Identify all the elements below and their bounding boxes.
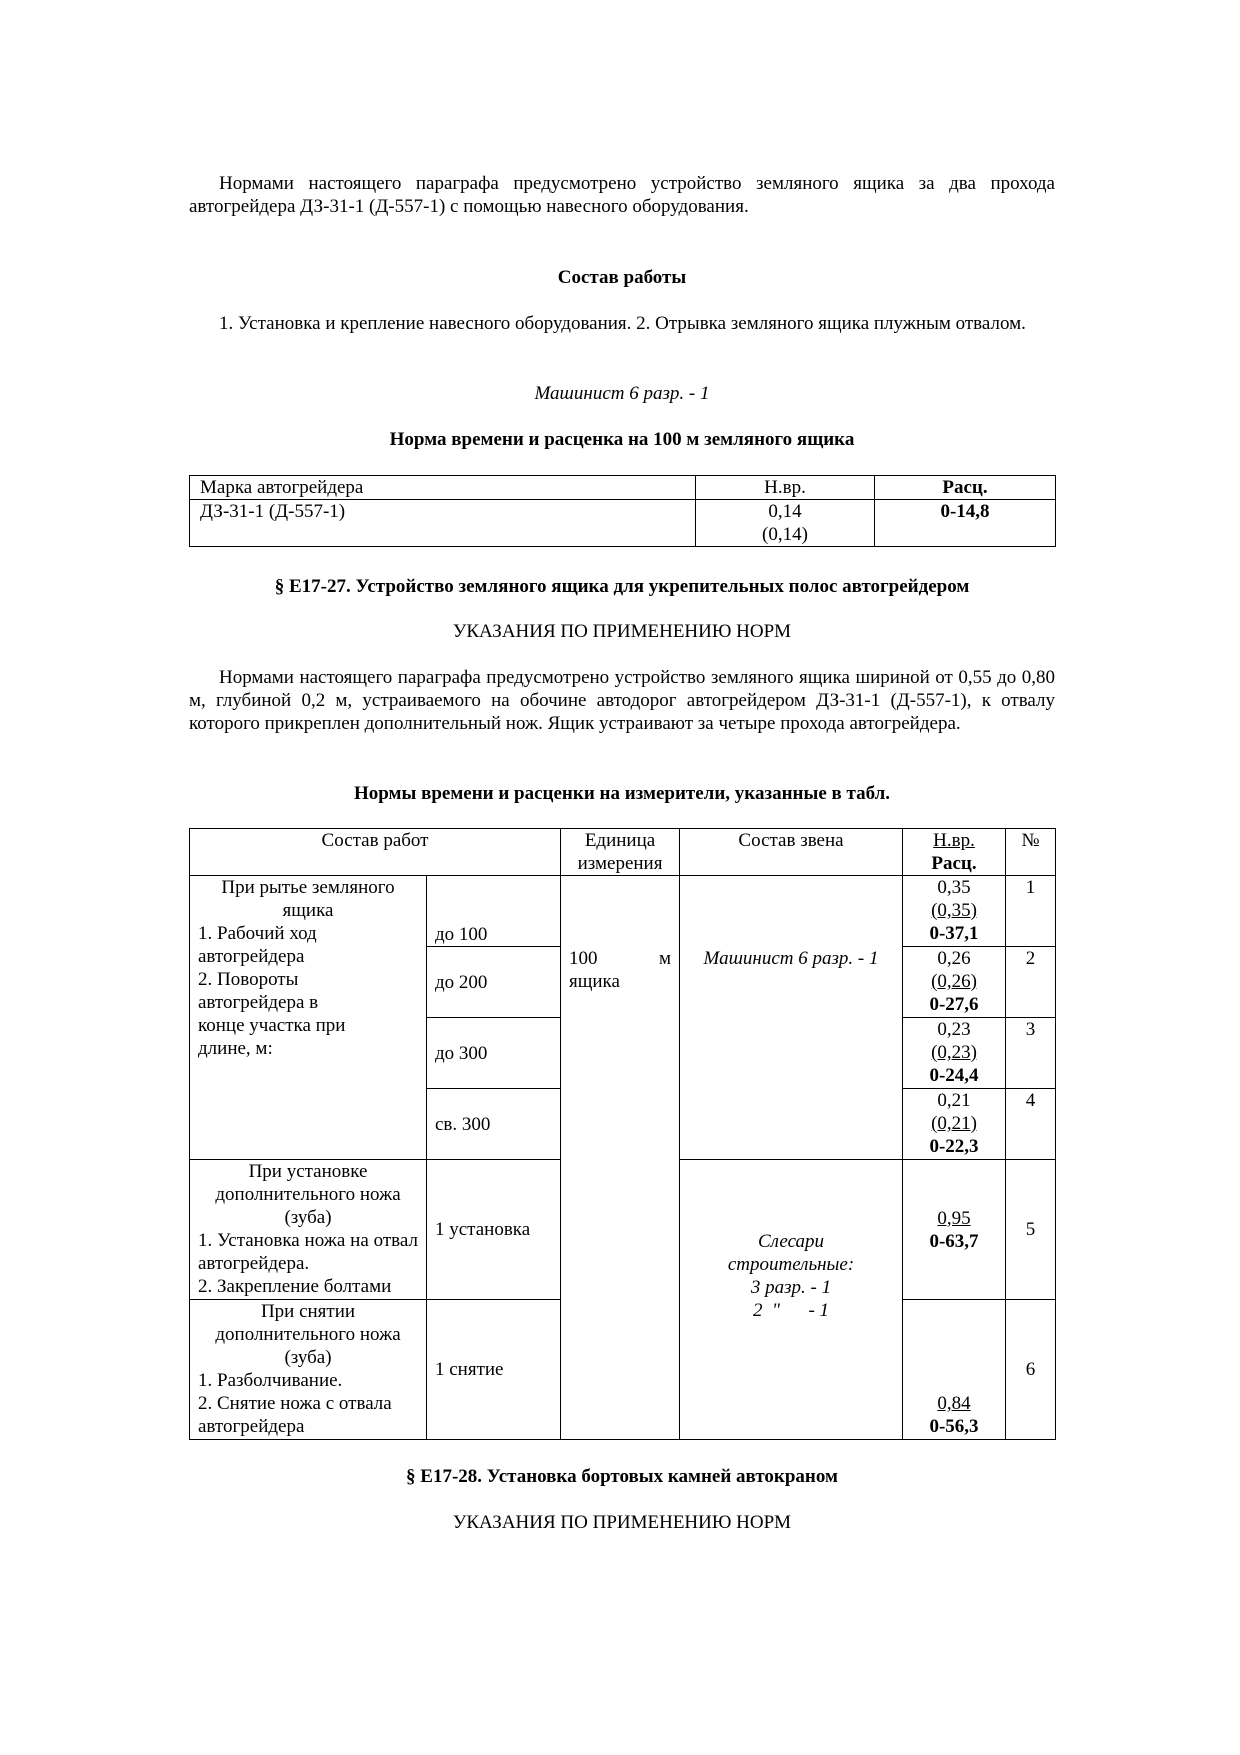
g3-line: При снятии [260,1301,356,1322]
instructions-heading-2: УКАЗАНИЯ ПО ПРИМЕНЕНИЮ НОРМ [452,1512,792,1533]
g1-line: 2. Повороты [198,969,299,990]
work-paragraph: 1. Установка и крепление навесного оборудования. 2. Отрывка земляного ящика плужным отвалом. [219,313,1026,334]
header-rate: Расц. [875,476,1056,500]
unit-install: 1 установка [427,1160,561,1300]
header-time-rate [903,829,1006,876]
g3-line: 2. Снятие ножа с отвала автогрейдера [198,1393,392,1437]
cell-brand: ДЗ-31-1 (Д-557-1) [190,500,696,547]
time-value: 0,26 [937,948,971,969]
row-number: 5 [1006,1160,1056,1300]
crew1-text: Машинист 6 разр. - 1 [703,948,879,969]
g1-line: длине, м: [198,1038,273,1059]
g1-line: автогрейдера [198,946,305,967]
g2-line: При установке [248,1161,368,1182]
crew2-line: строительные: [727,1254,855,1275]
time-value-alt: (0,26) [931,971,977,992]
time-rate-cell [903,1018,1006,1089]
len-cell: св. 300 [427,1089,561,1160]
crew2-cell [680,1160,903,1440]
g3-line: дополнительного ножа [215,1324,401,1345]
rate-value: 0-63,7 [929,1230,979,1252]
time-value: 0,95 [937,1207,971,1229]
table-header-row [190,829,1056,876]
time-rate-cell [903,1160,1006,1300]
time-value-alt: (0,21) [931,1113,977,1134]
norm-heading: Норма времени и расценка на 100 м земляного ящика [389,429,855,450]
rate-value: 0-37,1 [929,923,979,944]
crew-line: Машинист 6 разр. - 1 [534,383,710,404]
norms-heading: Нормы времени и расценки на измерители, указанные в табл. [353,783,891,804]
time-value: 0,23 [937,1019,971,1040]
group1-description [190,876,427,1160]
g1-line: При рытье земляного [221,877,395,898]
header-no: № [1006,829,1056,876]
table-header-row [190,476,1056,500]
section-27-paragraph: Нормами настоящего параграфа предусмотрено устройство земляного ящика шириной от 0,55 до 0,80 м, глубиной 0,2 м, устраиваемого на обочине автодорог автогрейдером ДЗ-31-1 (Д-557-1), к отвалу которого прикреплен дополнительный нож. Ящик устраивают за четыре прохода автогрейдера. [189,667,1055,734]
instructions-heading-1: УКАЗАНИЯ ПО ПРИМЕНЕНИЮ НОРМ [452,621,792,642]
g1-line: автогрейдера в [198,992,319,1013]
section-27-title: § Е17-27. Устройство земляного ящика для укрепительных полос автогрейдером [274,576,970,597]
header-work: Состав работ [190,829,561,876]
cell-rate: 0-14,8 [875,500,1056,547]
g2-line: дополнительного ножа [215,1184,401,1205]
section-28-title: § Е17-28. Установка бортовых камней автокраном [406,1466,838,1487]
row-number: 6 [1006,1300,1056,1440]
group2-description [190,1160,427,1300]
time-rate-cell [903,1300,1006,1440]
intro-paragraph: Нормами настоящего параграфа предусмотрено устройство земляного ящика за два прохода автогрейдера ДЗ-31-1 (Д-557-1) с помощью навесного оборудования. [189,173,1055,217]
row-number: 2 [1006,947,1056,1018]
header-brand: Марка автогрейдера [190,476,696,500]
time-value: 0,21 [937,1090,971,1111]
header-time: Н.вр. [933,830,975,851]
unit-cell [561,876,680,1440]
crew2-line: 2 " - 1 [752,1300,830,1321]
time-value: 0,35 [937,877,971,898]
g1-line: конце участка при [198,1015,346,1036]
len-cell: до 100 [427,876,561,947]
len-cell: до 300 [427,1018,561,1089]
work-heading: Состав работы [557,267,687,288]
rate-value: 0-56,3 [929,1416,979,1437]
time-rate-cell [903,947,1006,1018]
unit-measure: м [658,948,672,969]
len-cell: до 200 [427,947,561,1018]
time-rate-cell [903,876,1006,947]
crew1-cell [680,876,903,1160]
unit-line [569,947,671,970]
header-time: Н.вр. [696,476,875,500]
row-number: 4 [1006,1089,1056,1160]
g3-line: 1. Разболчивание. [198,1370,343,1391]
table-row [190,876,1056,947]
header-unit [561,829,680,876]
g2-line: 2. Закрепление болтами [198,1276,392,1297]
cell-time [696,500,875,547]
table-row [190,500,1056,547]
unit-object: ящика [569,971,620,992]
time-value-alt: (0,23) [931,1042,977,1063]
time-rate-cell [903,1089,1006,1160]
crew2-line: 3 разр. - 1 [750,1277,832,1298]
unit-removal: 1 снятие [427,1300,561,1440]
crew2-line: Слесари [757,1231,825,1252]
time-value-alt: (0,14) [762,524,808,545]
g2-line: (зуба) [284,1207,332,1228]
header-unit-line2: измерения [577,853,663,874]
time-value-alt: (0,35) [931,900,977,921]
rate-value: 0-24,4 [929,1065,979,1086]
time-value: 0,14 [768,501,802,522]
header-crew: Состав звена [680,829,903,876]
unit-number: 100 [569,948,598,969]
norms-table [189,828,1056,1440]
norm-table [189,475,1056,547]
time-value: 0,84 [937,1393,971,1414]
header-unit-line1: Единица [584,830,656,851]
row-number: 3 [1006,1018,1056,1089]
group3-description [190,1300,427,1440]
g3-line: (зуба) [284,1347,332,1368]
rate-value: 0-27,6 [929,994,979,1015]
rate-value: 0-22,3 [929,1136,979,1157]
header-rate: Расц. [931,853,977,874]
g1-line: ящика [282,900,334,921]
g2-line: 1. Установка ножа на отвал автогрейдера. [198,1230,418,1274]
row-number: 1 [1006,876,1056,947]
g1-line: 1. Рабочий ход [198,923,317,944]
